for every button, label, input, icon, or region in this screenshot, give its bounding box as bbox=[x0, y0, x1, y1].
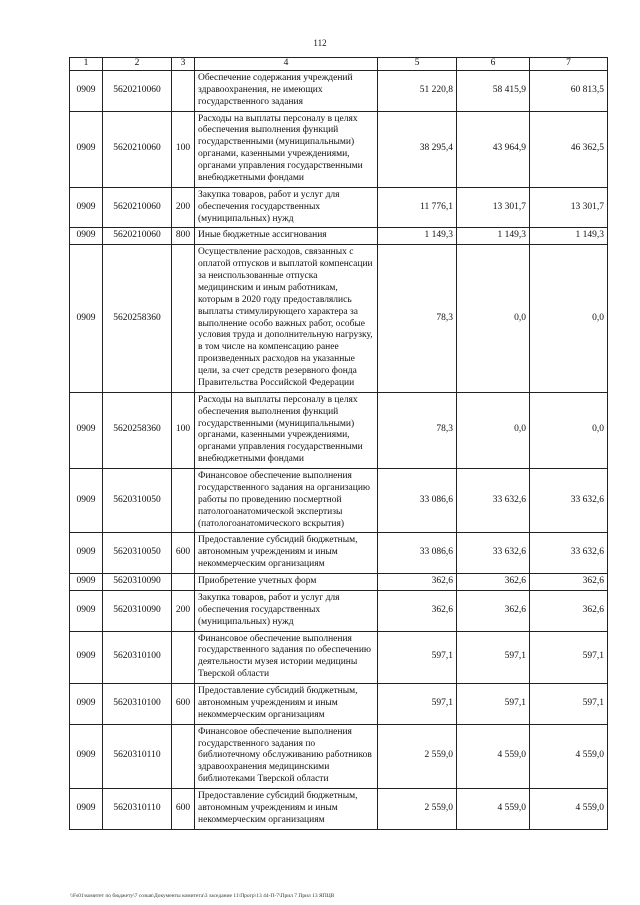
amount-year2-cell: 597,1 bbox=[457, 631, 530, 684]
item-name-cell: Закупка товаров, работ и услуг для обеспечения государственных (муниципальных) нужд bbox=[195, 187, 378, 228]
column-header: 5 bbox=[378, 58, 457, 71]
target-article-cell: 5620310100 bbox=[103, 631, 172, 684]
item-name-cell: Расходы на выплаты персоналу в целях обеспечения выполнения функций государственными (муниципальными) органами, казенными учреждениями, органами управления государственными внебюджетными фондами bbox=[195, 111, 378, 187]
expense-type-cell: 800 bbox=[172, 228, 195, 245]
table-row bbox=[70, 574, 608, 591]
expense-type-cell bbox=[172, 631, 195, 684]
target-article-cell: 5620258360 bbox=[103, 392, 172, 468]
section-code-cell: 0909 bbox=[70, 533, 103, 574]
amount-year2-cell: 4 559,0 bbox=[457, 724, 530, 788]
item-name-cell: Иные бюджетные ассигнования bbox=[195, 228, 378, 245]
table-row bbox=[70, 187, 608, 228]
amount-year2-cell: 362,6 bbox=[457, 574, 530, 591]
table-row bbox=[70, 533, 608, 574]
section-code-cell: 0909 bbox=[70, 228, 103, 245]
section-code-cell: 0909 bbox=[70, 789, 103, 830]
page-number: 112 bbox=[313, 38, 327, 48]
expense-type-cell: 100 bbox=[172, 392, 195, 468]
target-article-cell: 5620310090 bbox=[103, 590, 172, 631]
item-name-cell: Осуществление расходов, связанных с оплатой отпусков и выплатой компенсации за неиспользованные отпуска медицинским и иным работникам, которым в 2020 году предоставлялись выплаты стимулирующего характера за выполнение особо важных работ, особые условия труда и дополнительную нагрузку, в том числе на компенсацию ранее произведенных расходов на указанные цели, за счет средств резервного фонда Правительства Российской Федерации bbox=[195, 245, 378, 393]
column-header: 1 bbox=[70, 58, 103, 71]
amount-year3-cell: 0,0 bbox=[530, 392, 608, 468]
amount-year3-cell: 4 559,0 bbox=[530, 724, 608, 788]
amount-year1-cell: 597,1 bbox=[378, 684, 457, 725]
amount-year3-cell: 0,0 bbox=[530, 245, 608, 393]
item-name-cell: Расходы на выплаты персоналу в целях обеспечения выполнения функций государственными (муниципальными) органами, казенными учреждениями, органами управления государственными внебюджетными фондами bbox=[195, 392, 378, 468]
amount-year2-cell: 0,0 bbox=[457, 245, 530, 393]
section-code-cell: 0909 bbox=[70, 70, 103, 111]
amount-year3-cell: 597,1 bbox=[530, 631, 608, 684]
target-article-cell: 5620210060 bbox=[103, 70, 172, 111]
item-name-cell: Предоставление субсидий бюджетным, автономным учреждениям и иным некоммерческим организациям bbox=[195, 789, 378, 830]
column-header: 6 bbox=[457, 58, 530, 71]
expense-type-cell: 200 bbox=[172, 187, 195, 228]
amount-year2-cell: 597,1 bbox=[457, 684, 530, 725]
amount-year1-cell: 11 776,1 bbox=[378, 187, 457, 228]
section-code-cell: 0909 bbox=[70, 631, 103, 684]
target-article-cell: 5620310050 bbox=[103, 533, 172, 574]
column-header: 7 bbox=[530, 58, 608, 71]
item-name-cell: Обеспечение содержания учреждений здравоохранения, не имеющих государственного задания bbox=[195, 70, 378, 111]
target-article-cell: 5620210060 bbox=[103, 187, 172, 228]
target-article-cell: 5620310050 bbox=[103, 469, 172, 533]
amount-year3-cell: 362,6 bbox=[530, 574, 608, 591]
target-article-cell: 5620310110 bbox=[103, 789, 172, 830]
amount-year1-cell: 2 559,0 bbox=[378, 724, 457, 788]
amount-year1-cell: 33 086,6 bbox=[378, 469, 457, 533]
expense-type-cell: 600 bbox=[172, 533, 195, 574]
amount-year2-cell: 33 632,6 bbox=[457, 469, 530, 533]
section-code-cell: 0909 bbox=[70, 111, 103, 187]
expense-type-cell bbox=[172, 70, 195, 111]
section-code-cell: 0909 bbox=[70, 245, 103, 393]
expense-type-cell bbox=[172, 469, 195, 533]
amount-year1-cell: 38 295,4 bbox=[378, 111, 457, 187]
table-row bbox=[70, 789, 608, 830]
section-code-cell: 0909 bbox=[70, 469, 103, 533]
amount-year2-cell: 43 964,9 bbox=[457, 111, 530, 187]
section-code-cell: 0909 bbox=[70, 724, 103, 788]
item-name-cell: Предоставление субсидий бюджетным, автономным учреждениям и иным некоммерческим организациям bbox=[195, 684, 378, 725]
item-name-cell: Финансовое обеспечение выполнения государственного задания на организацию работы по проведению посмертной патологоанатомической экспертизы (патологоанатомического вскрытия) bbox=[195, 469, 378, 533]
table-row bbox=[70, 469, 608, 533]
column-number-row bbox=[70, 58, 608, 71]
item-name-cell: Закупка товаров, работ и услуг для обеспечения государственных (муниципальных) нужд bbox=[195, 590, 378, 631]
amount-year3-cell: 33 632,6 bbox=[530, 533, 608, 574]
target-article-cell: 5620310090 bbox=[103, 574, 172, 591]
amount-year3-cell: 1 149,3 bbox=[530, 228, 608, 245]
amount-year1-cell: 597,1 bbox=[378, 631, 457, 684]
amount-year1-cell: 362,6 bbox=[378, 574, 457, 591]
table-row bbox=[70, 590, 608, 631]
amount-year3-cell: 4 559,0 bbox=[530, 789, 608, 830]
amount-year1-cell: 362,6 bbox=[378, 590, 457, 631]
section-code-cell: 0909 bbox=[70, 392, 103, 468]
table-row bbox=[70, 70, 608, 111]
table-row bbox=[70, 392, 608, 468]
table-row bbox=[70, 631, 608, 684]
amount-year1-cell: 33 086,6 bbox=[378, 533, 457, 574]
amount-year2-cell: 13 301,7 bbox=[457, 187, 530, 228]
budget-table bbox=[69, 57, 608, 830]
target-article-cell: 5620310110 bbox=[103, 724, 172, 788]
table-row bbox=[70, 684, 608, 725]
target-article-cell: 5620258360 bbox=[103, 245, 172, 393]
amount-year2-cell: 0,0 bbox=[457, 392, 530, 468]
expense-type-cell: 200 bbox=[172, 590, 195, 631]
expense-type-cell: 100 bbox=[172, 111, 195, 187]
table-row bbox=[70, 724, 608, 788]
amount-year1-cell: 78,3 bbox=[378, 245, 457, 393]
amount-year2-cell: 4 559,0 bbox=[457, 789, 530, 830]
section-code-cell: 0909 bbox=[70, 574, 103, 591]
expense-type-cell bbox=[172, 724, 195, 788]
amount-year1-cell: 1 149,3 bbox=[378, 228, 457, 245]
column-header: 4 bbox=[195, 58, 378, 71]
amount-year3-cell: 60 813,5 bbox=[530, 70, 608, 111]
section-code-cell: 0909 bbox=[70, 684, 103, 725]
table-row bbox=[70, 111, 608, 187]
expense-type-cell: 600 bbox=[172, 684, 195, 725]
item-name-cell: Приобретение учетных форм bbox=[195, 574, 378, 591]
amount-year1-cell: 2 559,0 bbox=[378, 789, 457, 830]
item-name-cell: Финансовое обеспечение выполнения государственного задания по обеспечению деятельности музея истории медицины Тверской области bbox=[195, 631, 378, 684]
table-row bbox=[70, 228, 608, 245]
amount-year3-cell: 46 362,5 bbox=[530, 111, 608, 187]
target-article-cell: 5620210060 bbox=[103, 111, 172, 187]
amount-year2-cell: 33 632,6 bbox=[457, 533, 530, 574]
section-code-cell: 0909 bbox=[70, 590, 103, 631]
amount-year2-cell: 58 415,9 bbox=[457, 70, 530, 111]
target-article-cell: 5620210060 bbox=[103, 228, 172, 245]
column-header: 2 bbox=[103, 58, 172, 71]
amount-year3-cell: 33 632,6 bbox=[530, 469, 608, 533]
section-code-cell: 0909 bbox=[70, 187, 103, 228]
amount-year2-cell: 1 149,3 bbox=[457, 228, 530, 245]
column-header: 3 bbox=[172, 58, 195, 71]
amount-year1-cell: 78,3 bbox=[378, 392, 457, 468]
expense-type-cell bbox=[172, 245, 195, 393]
amount-year1-cell: 51 220,8 bbox=[378, 70, 457, 111]
document-path-footer: \\Fs01\комитет по бюджету\7 созыв\Документы комитета\3 заседание 11\Прогр\13 44-П-7\Прил 7 Прил 13 ЯПЦВ bbox=[70, 893, 335, 899]
table-row bbox=[70, 245, 608, 393]
item-name-cell: Предоставление субсидий бюджетным, автономным учреждениям и иным некоммерческим организациям bbox=[195, 533, 378, 574]
expense-type-cell bbox=[172, 574, 195, 591]
item-name-cell: Финансовое обеспечение выполнения государственного задания по библиотечному обслуживанию работников здравоохранения медицинскими библиотеками Тверской области bbox=[195, 724, 378, 788]
expense-type-cell: 600 bbox=[172, 789, 195, 830]
amount-year2-cell: 362,6 bbox=[457, 590, 530, 631]
amount-year3-cell: 597,1 bbox=[530, 684, 608, 725]
target-article-cell: 5620310100 bbox=[103, 684, 172, 725]
amount-year3-cell: 13 301,7 bbox=[530, 187, 608, 228]
amount-year3-cell: 362,6 bbox=[530, 590, 608, 631]
